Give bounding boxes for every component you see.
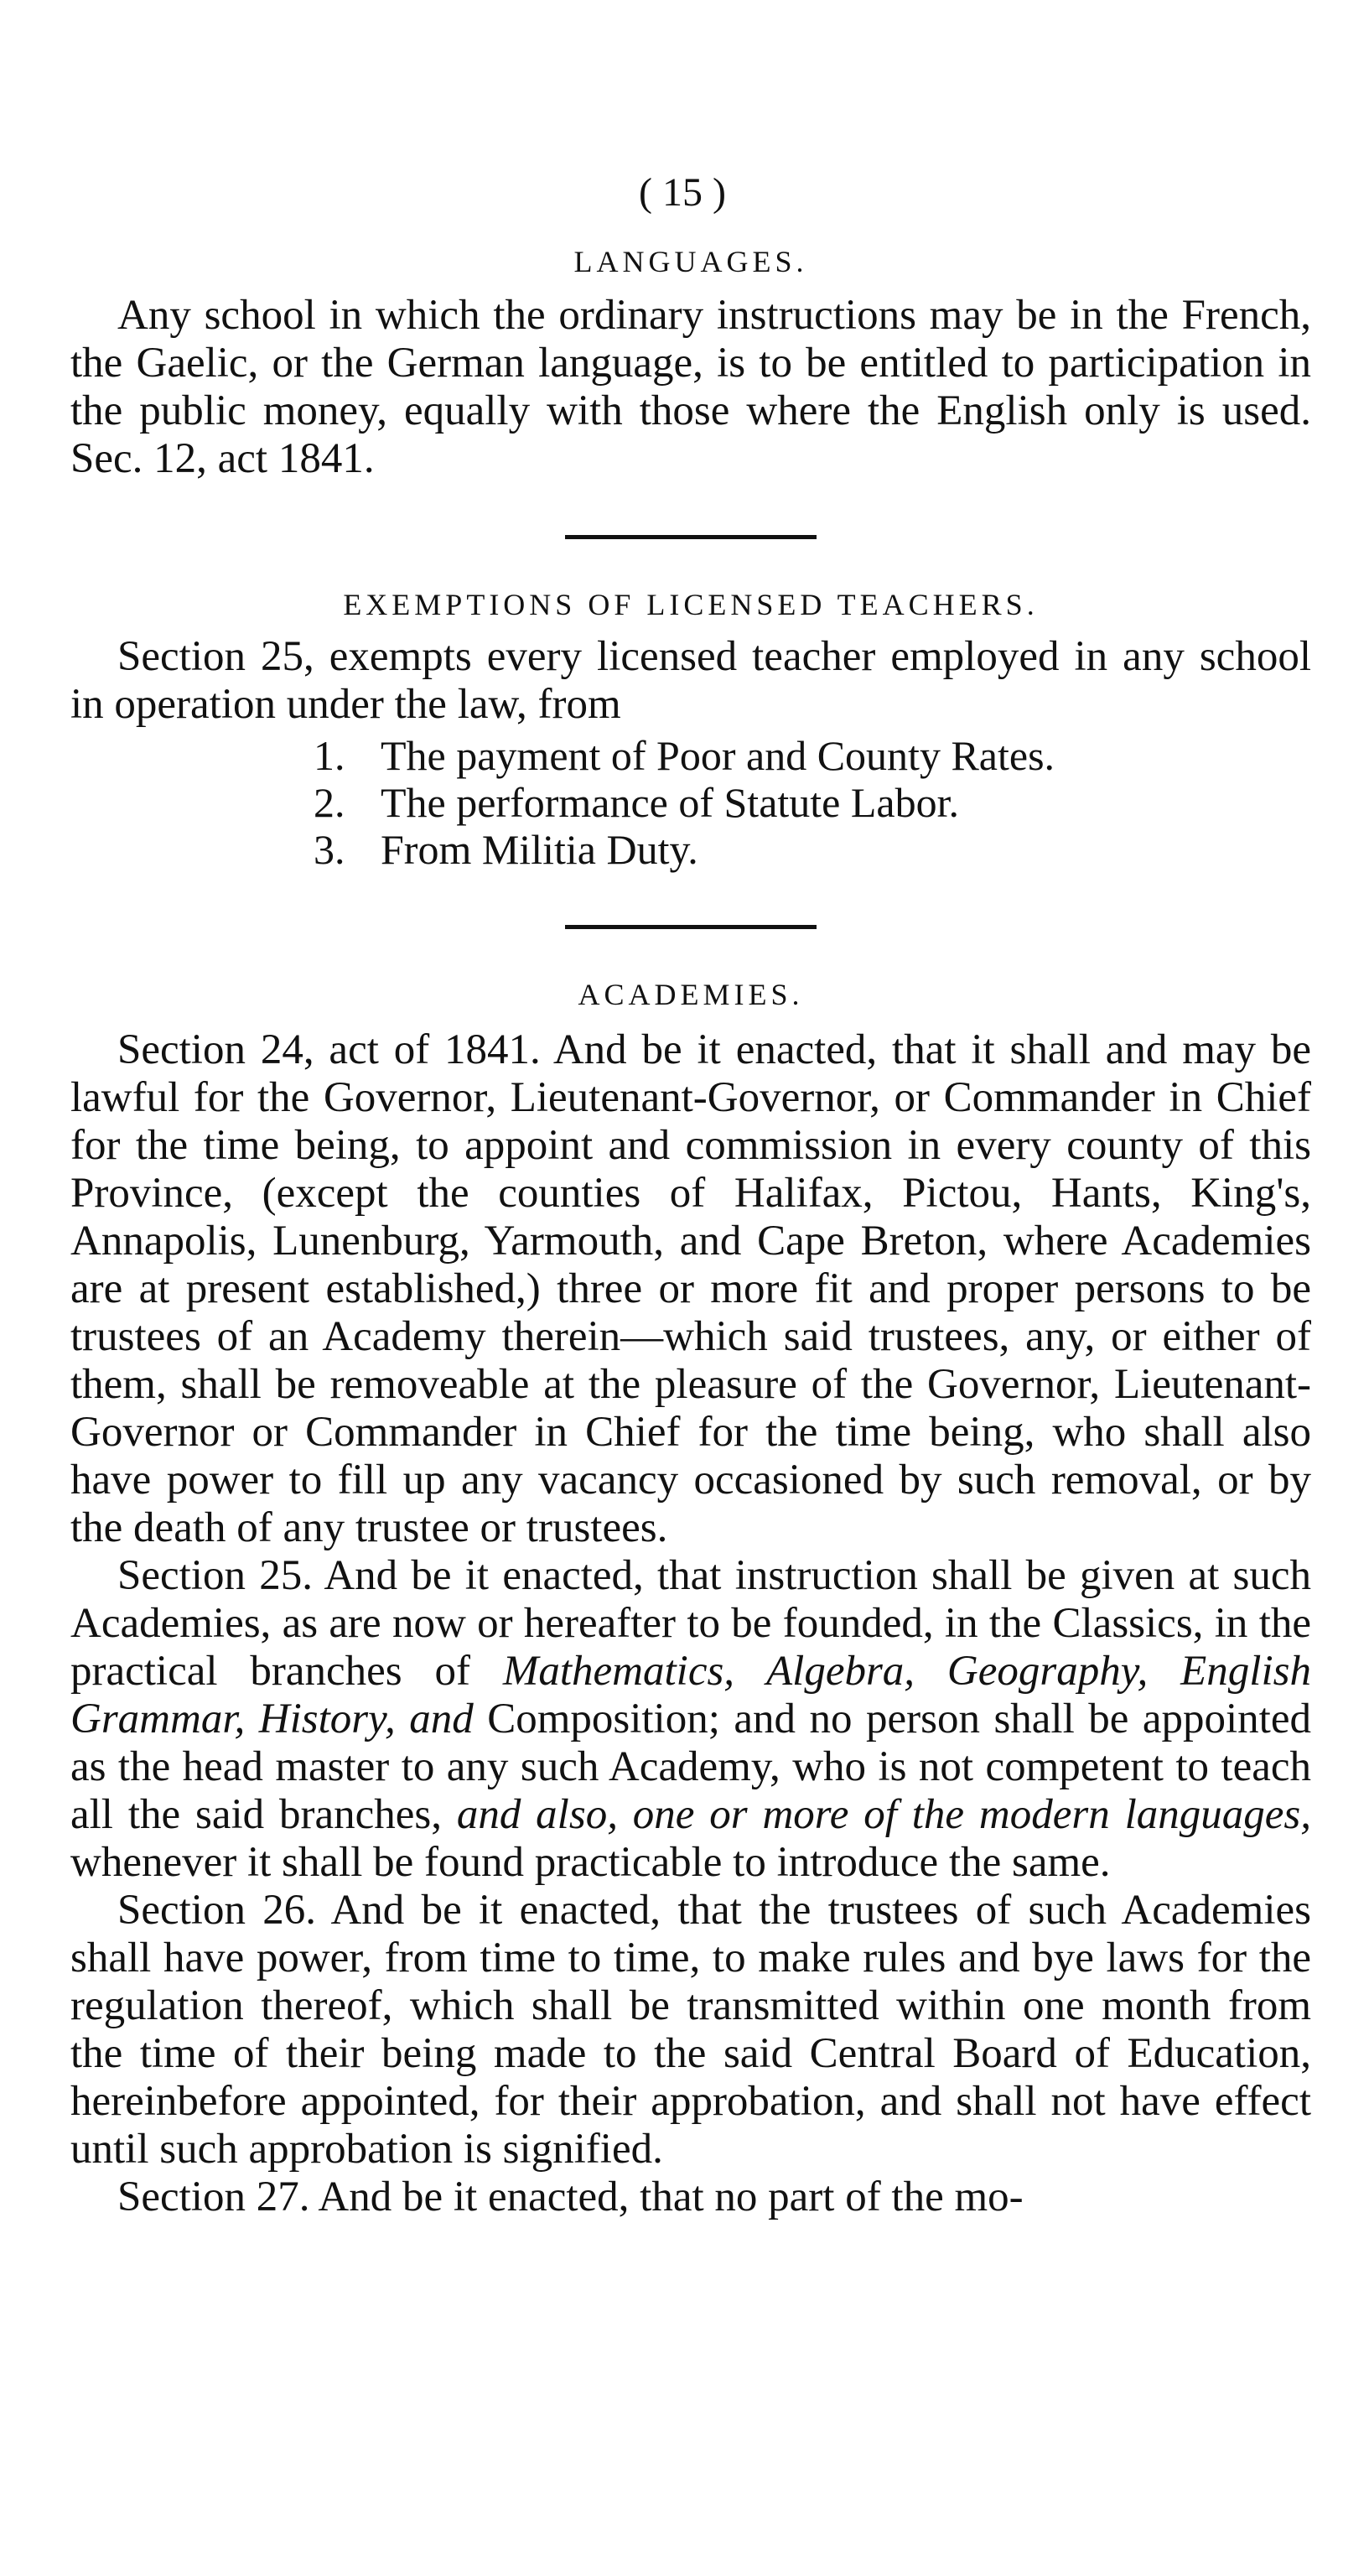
section-25-text-b: Composition; and no person shall be appointed as the head master to any such Academy, who is not competent to teach all the said branches, <box>70 1696 1311 1838</box>
section-25-text-c: whenever it shall be found practicable to introduce the same. <box>70 1839 1111 1886</box>
exemptions-heading: EXEMPTIONS OF LICENSED TEACHERS. <box>343 588 1039 621</box>
document-page <box>70 168 1311 2221</box>
list-item <box>314 779 1311 826</box>
list-item-number: 1. <box>314 732 345 779</box>
section-divider <box>565 925 817 929</box>
languages-heading: LANGUAGES. <box>573 245 808 278</box>
section-24-paragraph: Section 24, act of 1841. And be it enacted, that it shall and may be lawful for the Governor, Lieutenant-Governor, or Commander in Chief for the time being, to appoint and commission in every county of this Province, (except the counties of Halifax, Pictou, Hants, King's, Annapolis, Lunenburg, Yarmouth, and Cape Breton, where Academies are at present established,) three or more fit and proper persons to be trustees of an Academy therein—which said trustees, any, or either of them, shall be removeable at the pleasure of the Governor, Lieutenant-Governor or Commander in Chief for the time being, who shall also have power to fill up any vacancy occasioned by such removal, or by the death of any trustee or trustees. <box>70 1026 1311 1551</box>
list-item-text: From Militia Duty. <box>381 826 698 873</box>
list-item-number: 3. <box>314 826 345 873</box>
exemptions-list <box>70 732 1311 873</box>
list-item <box>314 826 1311 873</box>
languages-paragraph: Any school in which the ordinary instructions may be in the French, the Gaelic, or the German language, is to be entitled to participation in the public money, equally with those where the English only is used. Sec. 12, act 1841. <box>70 292 1311 482</box>
section-26-paragraph: Section 26. And be it enacted, that the trustees of such Academies shall have power, from time to time, to make rules and bye laws for the regulation thereof, which shall be transmitted within one month from the time of their being made to the said Central Board of Education, hereinbefore appointed, for their approbation, and shall not have effect until such approbation is signified. <box>70 1887 1311 2173</box>
section-25-text-a: Section 25. And be it enacted, that instruction shall be given at such Academies, as are now or hereafter to be founded, in the Classics, in the practical branches of <box>70 1552 1311 1695</box>
list-item-text: The payment of Poor and County Rates. <box>381 732 1055 779</box>
list-item-number: 2. <box>314 779 345 826</box>
list-item-text: The performance of Statute Labor. <box>381 779 959 826</box>
section-25-paragraph <box>70 1552 1311 1887</box>
section-25-languages-clause: and also, one or more of the modern languages, <box>456 1791 1311 1838</box>
section-divider <box>565 535 817 539</box>
academies-heading: ACADEMIES. <box>578 978 804 1011</box>
list-item <box>314 732 1311 779</box>
exemptions-intro: Section 25, exempts every licensed teacher employed in any school in operation under the law, from <box>70 633 1311 728</box>
page-number: ( 15 ) <box>639 170 726 215</box>
section-25-subjects: Mathematics, Algebra, Geography, English Grammar, History, and <box>70 1648 1311 1742</box>
section-27-paragraph: Section 27. And be it enacted, that no part of the mo- <box>117 2174 1024 2220</box>
